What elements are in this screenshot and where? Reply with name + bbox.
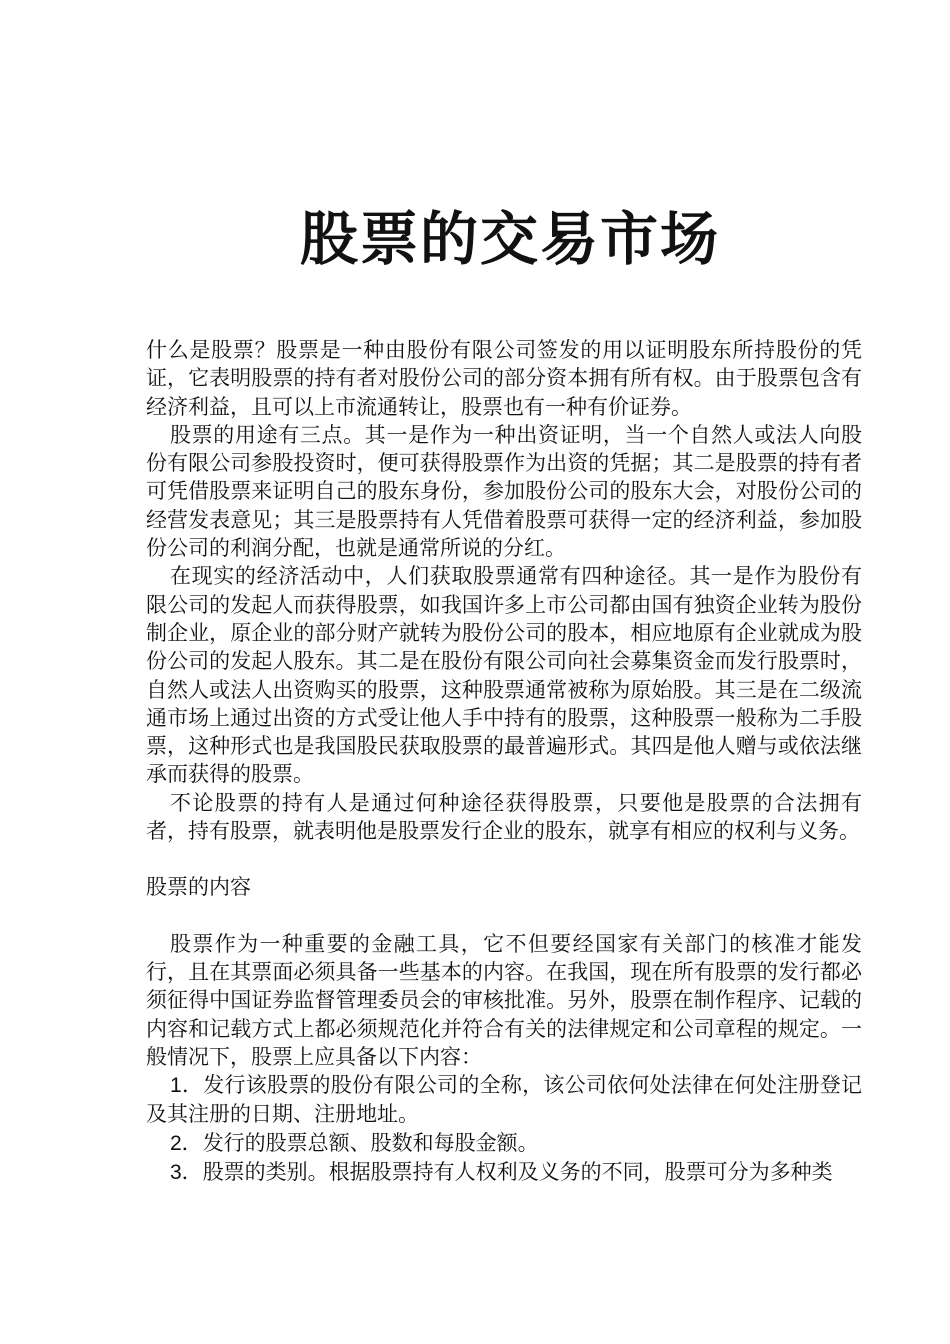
document-body (146, 336, 862, 1187)
list-item-text: 发行该股票的股份有限公司的全称，该公司依何处法律在何处注册登记及其注册的日期、注册地址。 (146, 1073, 862, 1127)
intro-paragraph: 股票的用途有三点。其一是作为一种出资证明，当一个自然人或法人向股份有限公司参股投资时，便可获得股票作为出资的凭据；其二是股票的持有者可凭借股票来证明自己的股东身份，参加股份公司的股东大会，对股份公司的经营发表意见；其三是股票持有人凭借着股票可获得一定的经济利益，参加股份公司的利润分配，也就是通常所说的分红。 (146, 422, 862, 561)
intro-paragraph: 不论股票的持有人是通过何种途径获得股票，只要他是股票的合法拥有者，持有股票，就表明他是股票发行企业的股东，就享有相应的权利与义务。 (146, 790, 862, 844)
list-item-text: 股票的类别。根据股票持有人权利及义务的不同，股票可分为多种类 (202, 1160, 833, 1185)
list-item-text: 发行的股票总额、股数和每股金额。 (202, 1130, 539, 1155)
list-item-number: 1． (170, 1074, 204, 1098)
intro-paragraph: 在现实的经济活动中，人们获取股票通常有四种途径。其一是作为股份有限公司的发起人而获得股票，如我国许多上市公司都由国有独资企业转为股份制企业，原企业的部分财产就转为股份公司的股本，相应地原有企业就成为股份公司的发起人股东。其二是在股份有限公司向社会募集资金而发行股票时，自然人或法人出资购买的股票，这种股票通常被称为原始股。其三是在二级流通市场上通过出资的方式受让他人手中持有的股票，这种股票一般称为二手股票，这种形式也是我国股民获取股票的最普遍形式。其四是他人赠与或依法继承而获得的股票。 (146, 564, 862, 787)
list-item-number: 2． (170, 1131, 203, 1155)
intro-paragraph: 什么是股票？股票是一种由股份有限公司签发的用以证明股东所持股份的凭证，它表明股票的持有者对股份公司的部分资本拥有所有权。由于股票包含有经济利益，且可以上市流通转让，股票也有一种有价证券。 (146, 338, 862, 419)
page-title: 股票的交易市场 (299, 205, 720, 273)
list-item (146, 1129, 862, 1158)
section-heading: 股票的内容 (146, 875, 251, 900)
list-item-number: 3． (170, 1161, 203, 1185)
section-paragraph: 股票作为一种重要的金融工具，它不但要经国家有关部门的核准才能发行，且在其票面必须具备一些基本的内容。在我国，现在所有股票的发行都必须征得中国证券监督管理委员会的审核批准。另外，股票在制作程序、记载的内容和记载方式上都必须规范化并符合有关的法律规定和公司章程的规定。一般情况下，股票上应具备以下内容： (146, 931, 862, 1069)
list-item (146, 1071, 862, 1129)
list-item (146, 1158, 862, 1187)
